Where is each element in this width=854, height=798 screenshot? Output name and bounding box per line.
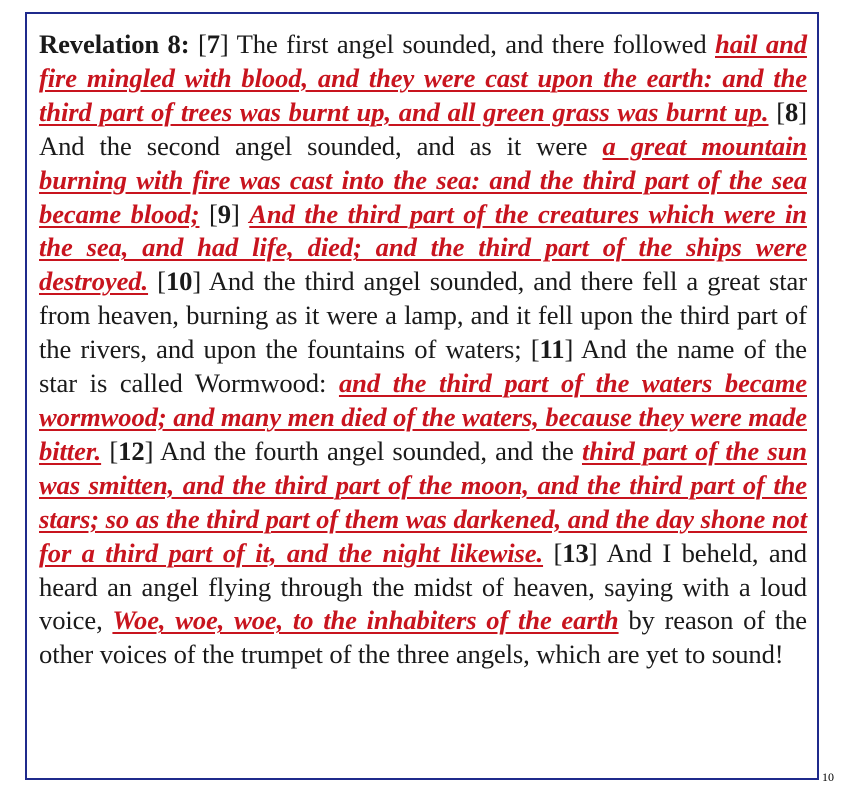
page-number: 10 [822,770,834,784]
passage-text [199,199,209,229]
passage-text [543,538,553,568]
highlighted-phrase: a great mountain burning with fire was cast into the sea: and the third part of the sea became blood; [39,130,807,229]
scripture-frame [25,12,819,780]
highlighted-phrase: hail and fire mingled with blood, and they were cast upon the earth: and the third part of trees was burnt up, and all green grass was burnt up. [39,29,807,127]
passage-reference: Revelation 8: [39,29,190,59]
verse-number: [10] [157,266,202,297]
highlighted-phrase: And the third part of the creatures which were in the sea, and had life, died; and the third part of the ships were destroyed. [39,198,807,297]
passage-text: by reason of the other voices of the trumpet of the three angels, which are yet to sound! [39,605,808,670]
highlighted-phrase: and the third part of the waters became wormwood; and many men died of the waters, because they were made bitter. [39,368,807,466]
passage-text [240,199,250,229]
passage-text: And the second angel sounded, and as it were [39,130,603,161]
passage-text: And the fourth angel sounded, and the [153,435,582,466]
passage-text: And the third angel sounded, and there fell a great star from heaven, burning as it were a lamp, and it fell upon the third part of the rivers, and upon the fountains of waters; [39,266,807,365]
highlighted-phrase: third part of the sun was smitten, and the third part of the moon, and the third part of the stars; so as the third part of them was darkened, and the day shone not for a third part of it, and the night likewise. [39,435,807,568]
verse-number: [8] [776,96,807,127]
scripture-passage [39,28,807,672]
passage-text: The first angel sounded, and there followed [228,29,715,59]
verse-number: [12] [109,435,154,466]
verse-number: [9] [209,198,240,229]
highlighted-phrase: Woe, woe, woe, to the inhabiters of the earth [112,605,619,636]
passage-text: And the name of the star is called Wormwood: [39,334,807,399]
verse-number: [13] [553,537,598,568]
verse-number: [11] [530,334,574,365]
passage-body [39,29,807,669]
verse-number: [7] [197,29,229,59]
passage-text: And I beheld, and heard an angel flying through the midst of heaven, saying with a loud voice, [39,537,807,636]
passage-text [148,266,157,296]
